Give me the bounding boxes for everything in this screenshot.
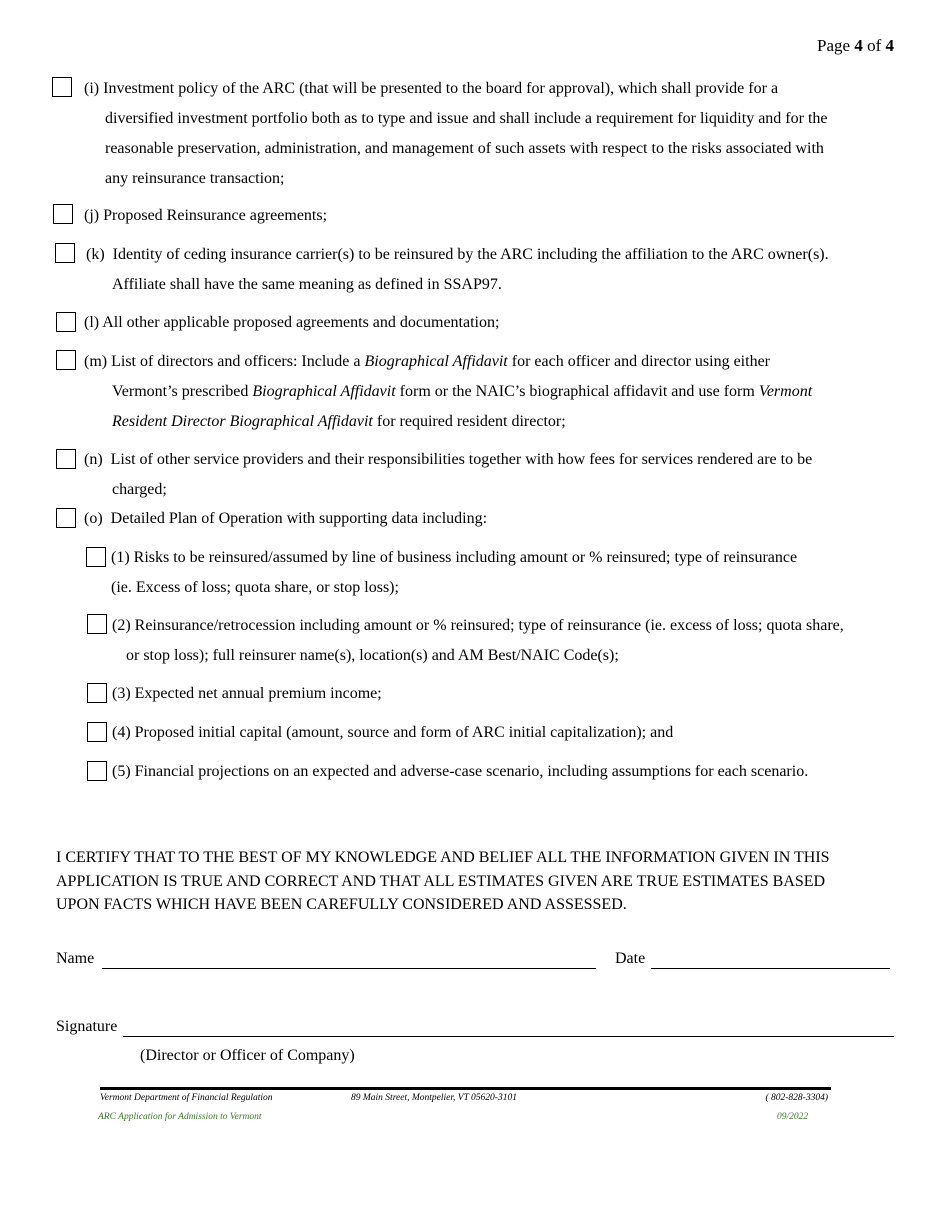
- item-i-line: reasonable preservation, administration, and management of such assets with respect to the risks associated with: [105, 140, 824, 157]
- item-o1-line: (1) Risks to be reinsured/assumed by line of business including amount or % reinsured; type of reinsurance: [111, 549, 798, 566]
- checkbox-item-j[interactable]: [53, 204, 73, 224]
- item-i-line: any reinsurance transaction;: [105, 170, 285, 187]
- footer-form-date: 09/2022: [777, 1112, 809, 1122]
- checkbox-item-l[interactable]: [56, 312, 76, 332]
- item-n-line: List of other service providers and their responsibilities together with how fees for services rendered are to be: [110, 451, 813, 468]
- item-o1-line: (ie. Excess of loss; quota share, or stop loss);: [111, 579, 399, 596]
- certification-line: UPON FACTS WHICH HAVE BEEN CAREFULLY CONSIDERED AND ASSESSED.: [56, 896, 627, 913]
- page-label: Page: [817, 36, 851, 55]
- footer-form-title: ARC Application for Admission to Vermont: [98, 1112, 262, 1122]
- item-o3-text: (3) Expected net annual premium income;: [112, 685, 382, 702]
- checkbox-item-n[interactable]: [56, 449, 76, 469]
- page-number: [817, 36, 894, 56]
- item-l-marker: (l): [84, 314, 100, 331]
- item-n-marker: (n): [84, 451, 103, 468]
- name-field[interactable]: [102, 968, 596, 969]
- page-total: 4: [885, 36, 894, 55]
- item-l-text: All other applicable proposed agreements and documentation;: [102, 314, 500, 331]
- page-current: 4: [854, 36, 863, 55]
- signature-label: Signature: [56, 1018, 118, 1035]
- item-o2-line: (2) Reinsurance/retrocession including amount or % reinsured; type of reinsurance (ie. excess of loss; quota share,: [112, 617, 844, 634]
- item-m-italic: Biographical Affidavit: [252, 383, 396, 400]
- item-m-italic: Resident Director Biographical Affidavit: [112, 413, 373, 430]
- item-m-text: form or the NAIC’s biographical affidavit and use form: [395, 383, 759, 400]
- item-o2: [112, 611, 844, 671]
- checkbox-item-o[interactable]: [56, 508, 76, 528]
- checkbox-item-o3[interactable]: [87, 683, 107, 703]
- footer-rule: [100, 1087, 831, 1090]
- checkbox-item-o4[interactable]: [87, 722, 107, 742]
- item-j-text: Proposed Reinsurance agreements;: [103, 207, 328, 224]
- item-m-italic: Biographical Affidavit: [364, 353, 508, 370]
- certification-statement: [56, 846, 916, 917]
- item-m-text: for required resident director;: [372, 413, 566, 430]
- certification-line: APPLICATION IS TRUE AND CORRECT AND THAT ALL ESTIMATES GIVEN ARE TRUE ESTIMATES BASED: [56, 872, 826, 890]
- item-k-marker: (k): [86, 246, 105, 263]
- item-l: [84, 308, 499, 338]
- signature-field[interactable]: [123, 1036, 894, 1037]
- item-o-text: Detailed Plan of Operation with supporting data including:: [110, 510, 488, 527]
- footer-phone: ( 802-828-3304): [765, 1093, 828, 1103]
- item-o1: [111, 543, 797, 603]
- checkbox-item-o2[interactable]: [87, 614, 107, 634]
- item-o3: [112, 679, 382, 709]
- item-i: [84, 74, 828, 194]
- signer-note: (Director or Officer of Company): [140, 1047, 355, 1064]
- item-k-line: Identity of ceding insurance carrier(s) to be reinsured by the ARC including the affiliation to the ARC owner(s).: [112, 246, 829, 263]
- item-o4: [112, 718, 673, 748]
- item-m-italic: Vermont: [758, 383, 813, 400]
- date-field[interactable]: [651, 968, 890, 969]
- item-m: [84, 347, 812, 437]
- item-m-text: Vermont’s prescribed: [112, 383, 253, 400]
- item-m-text: List of directors and officers: Include a: [111, 353, 365, 370]
- item-j: [84, 201, 327, 231]
- item-o2-line: or stop loss); full reinsurer name(s), location(s) and AM Best/NAIC Code(s);: [126, 647, 619, 664]
- item-o5-text: (5) Financial projections on an expected and adverse-case scenario, including assumptions for each scenario.: [112, 763, 809, 780]
- item-k-line: Affiliate shall have the same meaning as defined in SSAP97.: [112, 276, 502, 293]
- checkbox-item-k[interactable]: [55, 243, 75, 263]
- name-label: Name: [56, 950, 95, 967]
- item-o-marker: (o): [84, 510, 103, 527]
- page-of: of: [867, 36, 882, 55]
- item-o: [84, 504, 487, 534]
- item-n: [84, 445, 812, 505]
- certification-line: I CERTIFY THAT TO THE BEST OF MY KNOWLEDGE AND BELIEF ALL THE INFORMATION GIVEN IN THIS: [56, 849, 830, 866]
- item-m-text: for each officer and director using either: [507, 353, 770, 370]
- checkbox-item-i[interactable]: [52, 77, 72, 97]
- footer-address: 89 Main Street, Montpelier, VT 05620-3101: [351, 1093, 517, 1103]
- item-m-marker: (m): [84, 353, 108, 370]
- checkbox-item-o1[interactable]: [86, 547, 106, 567]
- item-o5: [112, 757, 808, 787]
- item-o4-text: (4) Proposed initial capital (amount, source and form of ARC initial capitalization); and: [112, 724, 674, 741]
- item-n-line: charged;: [112, 481, 167, 498]
- item-k: [86, 240, 829, 300]
- checkbox-item-m[interactable]: [56, 350, 76, 370]
- footer-department: Vermont Department of Financial Regulation: [100, 1093, 273, 1103]
- item-i-line: diversified investment portfolio both as to type and issue and shall include a requirement for liquidity and for the: [105, 110, 828, 127]
- checkbox-item-o5[interactable]: [87, 761, 107, 781]
- date-label: Date: [615, 950, 646, 967]
- item-j-marker: (j): [84, 207, 100, 224]
- item-i-marker: (i): [84, 80, 100, 97]
- item-i-line: Investment policy of the ARC (that will be presented to the board for approval), which shall provide for a: [103, 80, 779, 97]
